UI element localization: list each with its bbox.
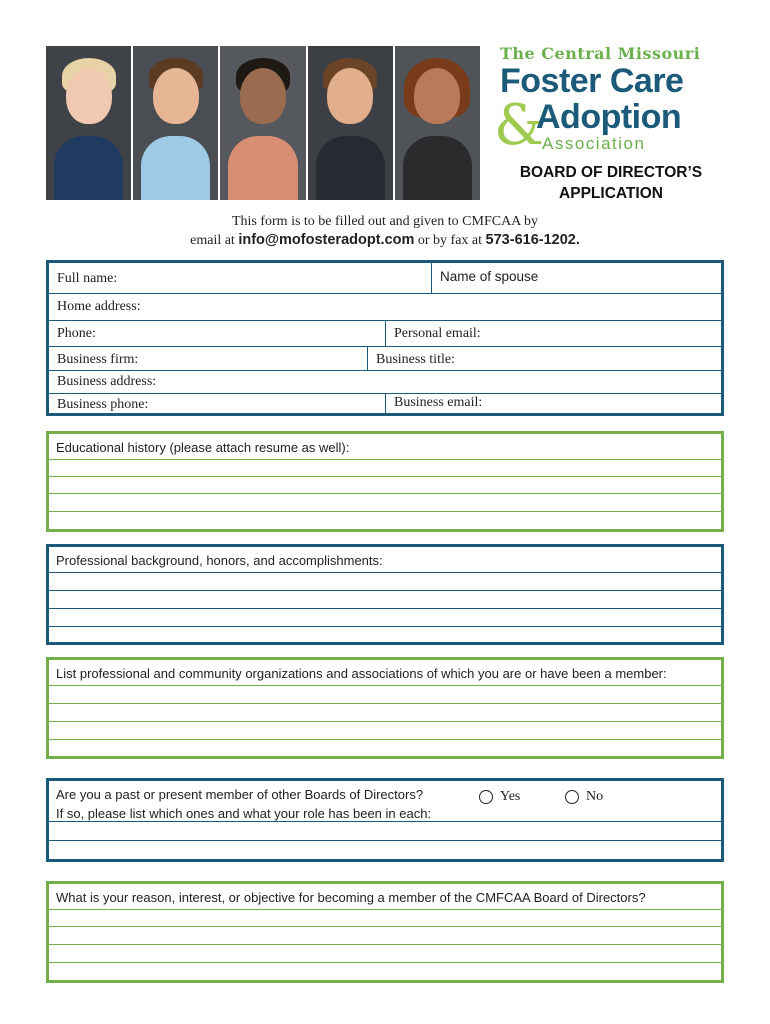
organizations-section (46, 657, 724, 759)
boards-section (46, 778, 724, 862)
home-address-field[interactable]: Home address: (57, 299, 141, 314)
logo-ampersand: & (494, 93, 544, 158)
no-radio-circle-icon[interactable] (565, 790, 579, 804)
row-name (49, 263, 721, 294)
reason-line-1[interactable] (49, 909, 721, 910)
personal-email-field[interactable]: Personal email: (385, 321, 721, 346)
intro-line-1: This form is to be filled out and given to CMFCAA by (231, 214, 539, 229)
boards-question-2: If so, please list which ones and what your role has been in each: (56, 806, 432, 821)
logo-line-foster-care: Foster Care (500, 62, 684, 100)
photo-man-suit (308, 46, 393, 200)
reason-line-3[interactable] (49, 944, 721, 945)
row-business-contact (49, 394, 721, 416)
organizations-line-1[interactable] (49, 685, 721, 686)
form-title-line-2: APPLICATION (559, 185, 663, 202)
logo-line-adoption: Adoption (536, 98, 682, 136)
business-address-field[interactable]: Business address: (57, 374, 157, 389)
reason-question: What is your reason, interest, or objective for becoming a member of the CMFCAA Board of Directors? (56, 890, 646, 905)
full-name-field[interactable]: Full name: (57, 271, 118, 286)
professional-line-2[interactable] (49, 590, 721, 591)
professional-question: Professional background, honors, and accomplishments: (56, 553, 383, 568)
form-title-line-1: BOARD OF DIRECTOR’S (519, 164, 703, 181)
row-business (49, 347, 721, 371)
photo-man-shirt-tie (133, 46, 218, 200)
education-question: Educational history (please attach resume as well): (56, 440, 350, 455)
row-business-address (49, 371, 721, 394)
intro-line-2 (46, 231, 724, 250)
professional-section (46, 544, 724, 645)
yes-radio-option[interactable] (479, 789, 520, 805)
row-home-address (49, 294, 721, 321)
fax-number: 573-616-1202. (485, 232, 580, 248)
spouse-name-field[interactable]: Name of spouse (431, 263, 721, 293)
yes-radio-label: Yes (500, 789, 521, 804)
logo-line-association: Association (542, 134, 646, 153)
business-phone-field[interactable]: Business phone: (57, 397, 149, 412)
boards-question-1: Are you a past or present member of other Boards of Directors? (56, 787, 424, 802)
reason-section (46, 881, 724, 983)
education-section (46, 431, 724, 532)
business-firm-field[interactable]: Business firm: (57, 352, 139, 367)
business-email-field[interactable]: Business email: (385, 394, 721, 416)
organizations-question: List professional and community organizations and associations of which you are or have been a member: (56, 666, 667, 681)
logo-line-central-missouri: The Central Missouri (500, 44, 701, 63)
no-radio-label: No (586, 789, 604, 804)
row-phone (49, 321, 721, 347)
intro-text (46, 212, 724, 250)
header-photo-strip (46, 46, 480, 200)
reason-line-2[interactable] (49, 926, 721, 927)
phone-field[interactable]: Phone: (57, 326, 96, 341)
boards-line-1[interactable] (49, 821, 721, 822)
photo-woman-curly-hair (395, 46, 480, 200)
cmfcaa-logo (494, 42, 726, 158)
education-line-3[interactable] (49, 493, 721, 494)
photo-woman-glasses-dark (220, 46, 305, 200)
form-title (500, 162, 722, 204)
education-line-4[interactable] (49, 511, 721, 512)
fax-prefix: or by fax at (417, 233, 483, 248)
organizations-line-2[interactable] (49, 703, 721, 704)
education-line-2[interactable] (49, 476, 721, 477)
photo-woman-glasses-blonde (46, 46, 131, 200)
professional-line-1[interactable] (49, 572, 721, 573)
yes-radio-circle-icon[interactable] (479, 790, 493, 804)
professional-line-3[interactable] (49, 608, 721, 609)
business-title-field[interactable]: Business title: (367, 347, 721, 370)
contact-info-box (46, 260, 724, 416)
email-prefix: email at (190, 233, 235, 248)
education-line-1[interactable] (49, 459, 721, 460)
professional-line-4[interactable] (49, 626, 721, 627)
organizations-line-3[interactable] (49, 721, 721, 722)
reason-line-4[interactable] (49, 962, 721, 963)
no-radio-option[interactable] (565, 789, 603, 805)
email-link[interactable]: info@mofosteradopt.com (238, 232, 415, 248)
boards-line-2[interactable] (49, 840, 721, 841)
organizations-line-4[interactable] (49, 739, 721, 740)
